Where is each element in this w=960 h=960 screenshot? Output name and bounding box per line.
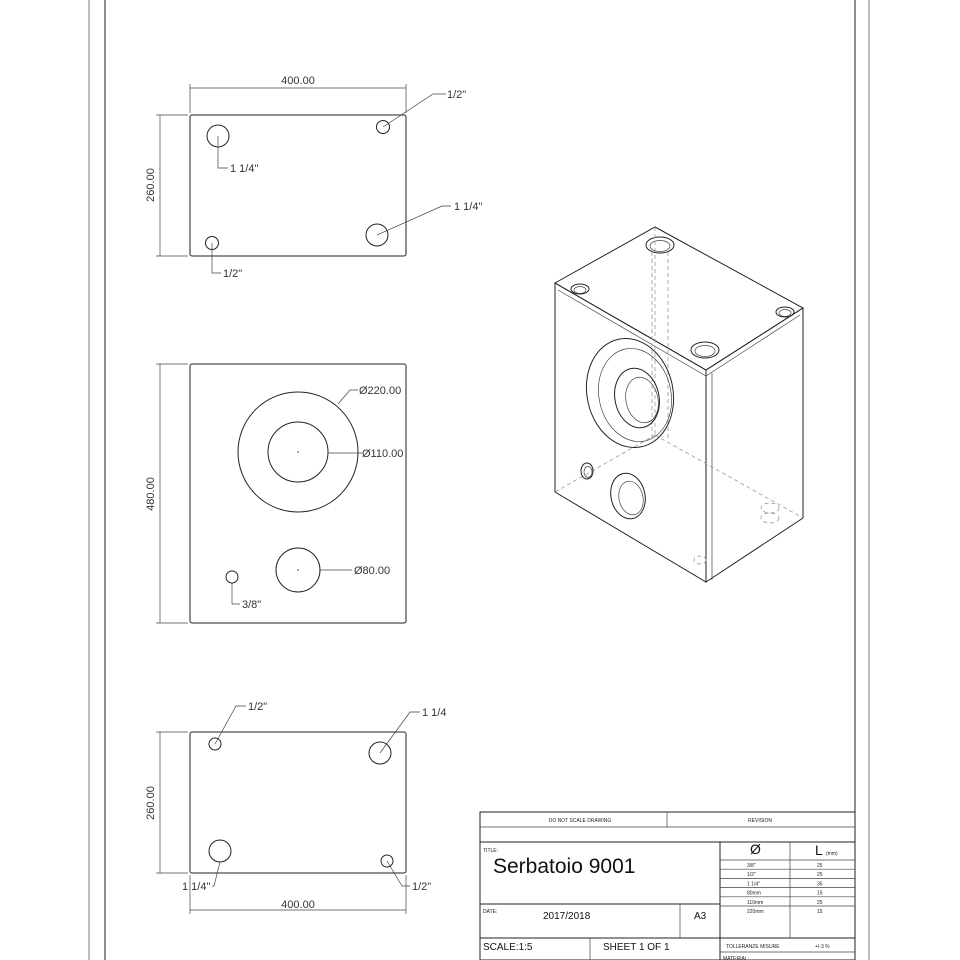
iso-right-face	[706, 308, 803, 582]
table-row-len: 25	[817, 899, 823, 906]
port-3-8-label: 3/8"	[242, 599, 262, 611]
isometric-view	[555, 227, 803, 582]
top-view-height-dimension	[145, 115, 188, 256]
material-caption: MATERIAL:	[723, 956, 750, 960]
sheet-label: SHEET 1 OF 1	[603, 942, 670, 953]
top-view-width-label: 400.00	[281, 75, 315, 87]
top-view-height-label: 260.00	[145, 168, 157, 202]
bottom-callout-1: 1/2"	[248, 701, 268, 713]
top-view	[145, 75, 482, 280]
bottom-view-outline	[190, 732, 406, 873]
iso-top-face	[555, 227, 803, 370]
table-header-len: L	[815, 842, 823, 858]
sheet-border	[89, 0, 869, 960]
front-view-outline	[190, 364, 406, 623]
table-row-dia: 3/8"	[747, 863, 756, 869]
title-caption: TITLE:	[483, 848, 499, 854]
table-row-len: 35	[817, 881, 823, 888]
table-header-dia: Ø	[750, 841, 761, 857]
table-row-len: 25	[817, 872, 823, 879]
outer-dia-label: Ø220.00	[359, 385, 402, 397]
front-view-height-dimension	[145, 364, 188, 623]
title-block	[480, 812, 855, 960]
iso-bore-inner	[609, 364, 665, 432]
sheet-size: A3	[694, 911, 707, 922]
tolerance-value: +/-3 %	[815, 944, 830, 950]
drawing-date: 2017/2018	[543, 911, 591, 922]
bottom-view	[145, 701, 446, 914]
inner-dia-label: Ø110.00	[362, 448, 404, 460]
table-row-dia: 1 1/4"	[747, 881, 760, 888]
table-row-dia: 110mm	[747, 899, 764, 906]
top-callout-3: 1 1/4"	[454, 201, 483, 213]
top-callout-2: 1 1/4"	[230, 163, 259, 175]
pipe-table	[720, 860, 855, 915]
scale-label: SCALE:1:5	[483, 942, 533, 953]
top-callout-4: 1/2"	[223, 268, 243, 280]
tolerance-label: TOLLERANZE MISURE	[726, 944, 780, 950]
table-row-len: 15	[817, 909, 823, 915]
table-row-dia: 80mm	[747, 890, 761, 897]
revision-label: REVISION	[748, 818, 772, 824]
bottom-view-width-label: 400.00	[281, 899, 315, 911]
table-header-unit: (mm)	[826, 851, 838, 857]
bottom-callout-4: 1/2"	[412, 881, 432, 893]
bottom-view-height-label: 260.00	[145, 786, 157, 820]
table-row-len: 25	[817, 863, 823, 869]
front-view	[145, 364, 406, 623]
iso-bore-outer	[577, 330, 684, 455]
top-callout-1: 1/2"	[447, 89, 467, 101]
table-row-dia: 220mm	[747, 909, 764, 915]
iso-left-face	[555, 283, 706, 582]
top-view-outline	[190, 115, 406, 256]
front-view-height-label: 480.00	[145, 477, 157, 511]
date-caption: DATE:	[483, 909, 498, 915]
top-view-width-dimension	[190, 75, 406, 113]
table-row-len: 15	[817, 890, 823, 897]
port-3-8	[226, 571, 238, 583]
iso-port-3-8	[581, 463, 593, 479]
bottom-callout-2: 1 1/4	[422, 707, 447, 719]
do-not-scale: DO NOT SCALE DRAWING	[548, 818, 612, 824]
bottom-view-width-dimension	[190, 875, 406, 914]
small-dia-label: Ø80.00	[354, 565, 391, 577]
table-row-dia: 1/2"	[747, 872, 756, 879]
bottom-callout-3: 1 1/4"	[182, 881, 211, 893]
drawing-title: Serbatoio 9001	[493, 855, 636, 878]
bottom-view-height-dimension	[145, 732, 188, 873]
hole-b-bottom-left	[209, 840, 231, 862]
